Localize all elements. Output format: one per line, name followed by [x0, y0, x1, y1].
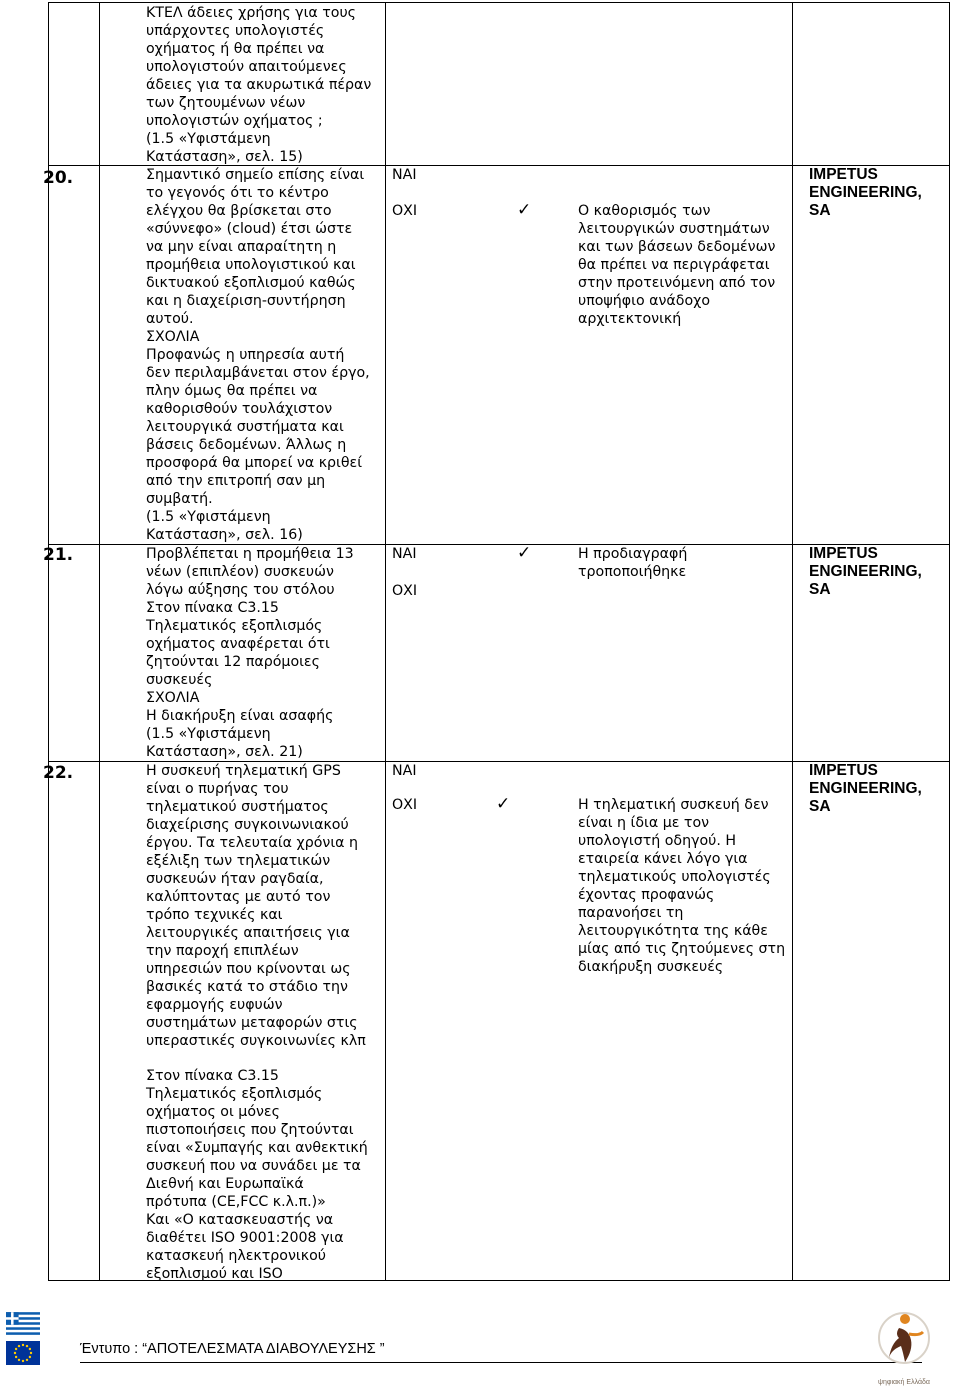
row-number: 21. — [43, 545, 74, 565]
row-number: 22. — [43, 763, 74, 783]
checkmark-icon: ✓ — [517, 543, 532, 563]
column-divider — [385, 3, 386, 1280]
response-text: Η τηλεματική συσκευή δεν είναι η ίδια με τον υπολογιστή οδηγού. Η εταιρεία κάνει λόγο για τηλεματικούς υπολογιστές έχοντας προφανώς παρανοήσει τη λειτουργικότητα της κάθε μίας από τις ζητούμενες στη διακήρυξη συσκευές — [578, 797, 786, 975]
answer-no-label: ΟΧΙ — [392, 203, 418, 219]
form-label: Έντυπο : “ΑΠΟΤΕΛΕΣΜΑΤΑ ΔΙΑΒΟΥΛΕΥΣΗΣ ” — [80, 1341, 385, 1357]
greek-flag-icon — [6, 1312, 40, 1335]
footer-divider — [80, 1362, 922, 1363]
digital-greece-logo — [869, 1306, 939, 1386]
row-number: 20. — [43, 168, 74, 188]
response-text: Ο καθορισμός των λειτουργικών συστημάτων και των βάσεων δεδομένων θα πρέπει να περιγράφεται στην προτεινόμενη από τον υποψήφιο ανάδοχο αρχιτεκτονική — [578, 203, 776, 327]
column-divider — [792, 3, 793, 1280]
answer-yes-label: ΝΑΙ — [392, 546, 417, 562]
company-name: IMPETUS ENGINEERING, SA — [809, 545, 922, 598]
question-text-continued: Στον πίνακα C3.15 Τηλεματικός εξοπλισμός οχήματος οι μόνες πιστοποιήσεις που ζητούνται είναι «Συμπαγής και ανθεκτική συσκευή που να συνάδει με τα Διεθνή και Ευρωπαϊκά πρότυπα (CE,FCC κ.λ.π.)» Και «Ο κατασκευαστής να διαθέτει ISO 9001:2008 για κατασκευή ηλεκτρονικού εξοπλισμού και ISO — [146, 1068, 368, 1282]
answer-yes-label: ΝΑΙ — [392, 763, 417, 779]
company-name: IMPETUS ENGINEERING, SA — [809, 166, 922, 219]
column-divider — [99, 3, 100, 1280]
answer-no-label: ΟΧΙ — [392, 583, 418, 599]
checkmark-icon: ✓ — [496, 794, 511, 814]
company-name: IMPETUS ENGINEERING, SA — [809, 762, 922, 815]
answer-yes-label: ΝΑΙ — [392, 167, 417, 183]
answer-no-label: ΟΧΙ — [392, 797, 418, 813]
checkmark-icon: ✓ — [517, 200, 532, 220]
question-text: ΚΤΕΛ άδειες χρήσης για τους υπάρχοντες υπολογιστές οχήματος ή θα πρέπει να υπολογιστούν απαιτούμενες άδειες για τα ακυρωτικά πέραν των ζητουμένων νέων υπολογιστών οχήματος ; (1.5 «Υφιστάμενη Κατάσταση», σελ. 15) — [146, 5, 372, 165]
question-text: Η συσκευή τηλεματική GPS είναι ο πυρήνας του τηλεματικού συστήματος διαχείρισης συγκοινωνιακού έργου. Τα τελευταία χρόνια η εξέλιξη των τηλεματικών συσκευών ήταν ραγδαία, καλύπτοντας με αυτό τον τρόπο τεχνικές και λειτουργικές απαιτήσεις για την παροχή επιπλέων υπηρεσιών που κρίνονται ως βασικές κατά το στάδιο την εφαρμογής ευφυών συστημάτων μεταφορών στις υπεραστικές συγκοινωνίες κλπ — [146, 763, 366, 1049]
eu-flag-icon — [6, 1341, 40, 1365]
question-text: Σημαντικό σημείο επίσης είναι το γεγονός ότι το κέντρο ελέγχου θα βρίσκεται στο «σύννεφο» (cloud) έτσι ώστε να μην είναι απαραίτητη η προμήθεια υπολογιστικού και δικτυακού εξοπλισμού καθώς και η διαχείριση-συντήρηση αυτού. ΣΧΟΛΙΑ Προφανώς η υπηρεσία αυτή δεν περιλαμβάνεται στον έργο, πλην όμως θα πρέπει να καθορισθούν τουλάχιστον λειτουργικά συστήματα και βάσεις δεδομένων. Άλλως η προσφορά θα μπορεί να κριθεί από την επιτροπή σαν μη συμβατή. (1.5 «Υφιστάμενη Κατάσταση», σελ. 16) — [146, 167, 370, 543]
question-text: Προβλέπεται η προμήθεια 13 νέων (επιπλέον) συσκευών λόγω αύξησης του στόλου Στον πίνακα C3.15 Τηλεματικός εξοπλισμός οχήματος αναφέρεται ότι ζητούνται 12 παρόμοιες συσκευές ΣΧΟΛΙΑ Η διακήρυξη είναι ασαφής (1.5 «Υφιστάμενη Κατάσταση», σελ. 21) — [146, 546, 354, 760]
logo-icon — [869, 1306, 939, 1376]
logo-text: ψηφιακή Ελλάδα — [878, 1379, 930, 1386]
response-text: Η προδιαγραφή τροποποιήθηκε — [578, 546, 688, 580]
